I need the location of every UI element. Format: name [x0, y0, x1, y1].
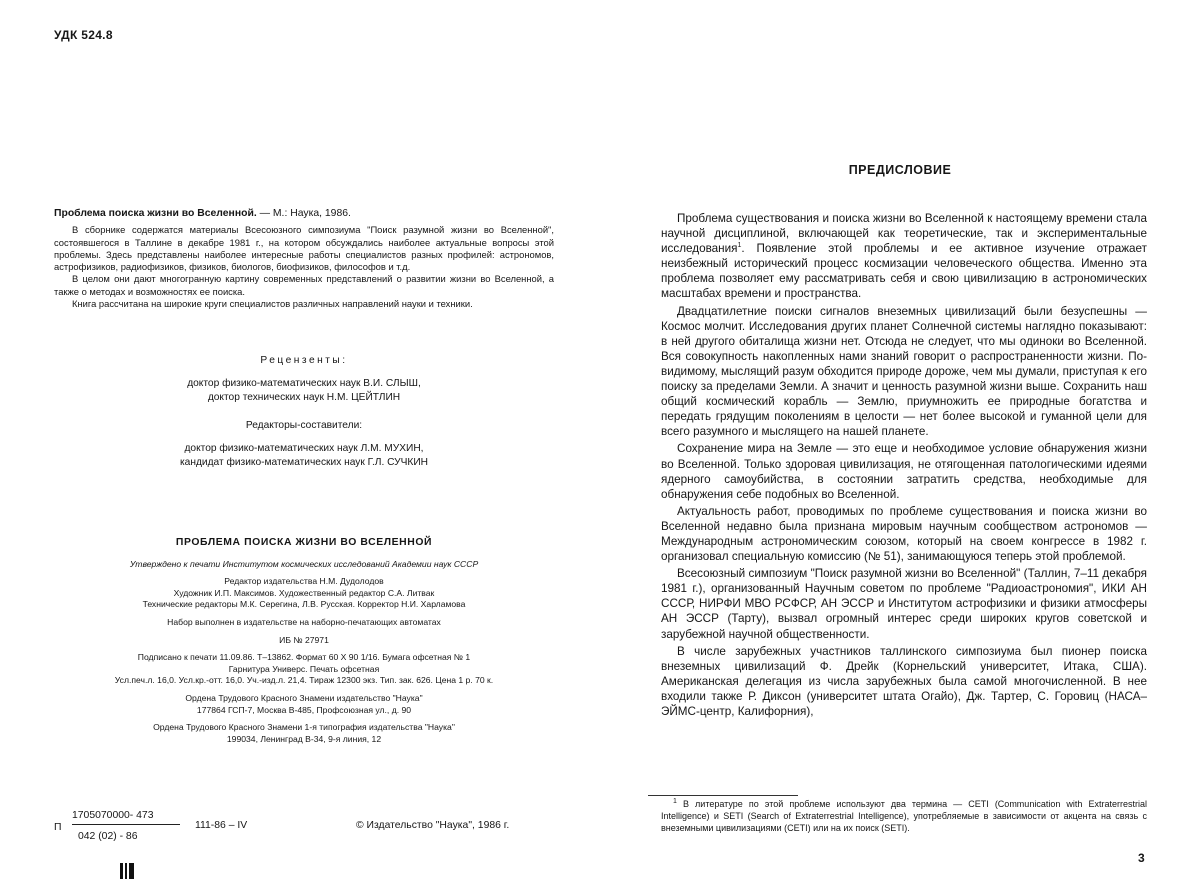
- printer-mark: [120, 863, 134, 879]
- reviewer-line: доктор физико-математических наук В.И. СЛЫШ,: [187, 378, 421, 389]
- book-title-bold: Проблема поиска жизни во Вселенной.: [54, 208, 257, 219]
- code-denominator: 042 (02) - 86: [78, 831, 138, 842]
- reviewers-heading: Рецензенты:: [260, 355, 348, 366]
- code-series: 111-86 – IV: [195, 820, 248, 831]
- book-title-rest: — М.: Наука, 1986.: [256, 208, 351, 219]
- preface-paragraph: В числе зарубежных участников таллинского симпозиума был пионер поиска внеземных цивилизаций Ф. Дрейк (Корнельский университет, Итака, США). Американская делегация из числа зарубежных была самой многочисленной. В нее входили также Р. Диксон (университет штата Огайо), Дж. Тартер, С. Горовиц (НАСА–ЭЙМС-центр, Калифорния),: [661, 644, 1147, 718]
- paragraph-text: Проблема существования и поиска жизни во Вселенной к настоящему времени стала научной дисциплиной, включающей как теоретические, так и экспериментальные исследования: [661, 212, 1147, 256]
- artist-credit: Художник И.П. Максимов. Художественный редактор С.А. Литвак: [173, 587, 435, 598]
- reviewer-line: доктор технических наук Н.М. ЦЕЙТЛИН: [207, 392, 401, 403]
- typeset-note: Набор выполнен в издательстве на наборно-печатающих автоматах: [167, 616, 441, 627]
- fraction-line: [72, 824, 180, 825]
- bibliographic-title: [54, 208, 554, 220]
- code-p-letter: П: [54, 822, 62, 833]
- imprint-title: ПРОБЛЕМА ПОИСКА ЖИЗНИ ВО ВСЕЛЕННОЙ: [175, 537, 433, 548]
- editor-line: кандидат физико-математических наук Г.Л. СУЧКИН: [179, 457, 429, 468]
- editor-line: доктор физико-математических наук Л.М. МУХИН,: [184, 443, 424, 454]
- editors-heading: Редакторы-составители:: [245, 420, 363, 431]
- editors-block: [54, 419, 554, 470]
- preface-paragraph: Сохранение мира на Земле — это еще и необходимое условие обнаружения жизни во Вселенной. Только здоровая цивилизация, не отягощенная патологическими идеями ядерного самоубийства, в состоянии затратить средства, необходимые для обнаружения себе подобных во Вселенной.: [661, 442, 1147, 501]
- print-signed-line: Подписано к печати 11.09.86. Т–13862. Формат 60 Х 90 1/16. Бумага офсетная № 1: [137, 652, 471, 663]
- annotation-paragraph: В сборнике содержатся материалы Всесоюзного симпозиума "Поиск разумной жизни во Вселенной", состоявшегося в Таллине в декабре 1981 г., на котором обсуждались наиболее актуальные вопросы этой проблемы. Здесь представлены наиболее интересные работы специалистов разных профилей: астрономов, астрофизиков, радиофизиков, физиков, биологов, биофизиков, философов и т.д.: [54, 224, 554, 273]
- footnote-separator: [648, 795, 798, 796]
- sheets-line: Усл.печ.л. 16,0. Усл.кр.-отт. 16,0. Уч.-изд.л. 21,4. Тираж 12300 экз. Тип. зак. 626. Цена 1 р. 70 к.: [114, 675, 494, 686]
- right-page: [600, 0, 1200, 879]
- preface-body: [661, 211, 1147, 719]
- page-number: 3: [1138, 851, 1145, 865]
- editor-credit: Редактор издательства Н.М. Дудолодов: [224, 576, 384, 587]
- reviewers-block: [54, 354, 554, 405]
- publisher-address: 177864 ГСП-7, Москва В-485, Профсоюзная ул., д. 90: [196, 704, 412, 715]
- footnote-text: В литературе по этой проблеме используют два термина — CETI (Communication with Extraterrestrial Intelligence) и SETI (Search of Extraterrestrial Intelligence), употребляемые в зависимости от акцента на связь с внеземными цивилизациями (CETI) или на их поиск (SETI).: [661, 799, 1147, 833]
- footnote-ref: 1: [737, 242, 742, 250]
- code-numerator: 1705070000- 473: [72, 810, 154, 821]
- footnote: [661, 799, 1147, 834]
- preface-paragraph: Двадцатилетние поиски сигналов внеземных цивилизаций были безуспешны — Космос молчит. Исследования других планет Солнечной системы наглядно показывают: в ней другого обиталища жизни нет. Отсюда не следует, что мы одиноки во Вселенной. Вся совокупность накопленных нами знаний говорит о распространенности жизни. По-видимому, мыслящий разум обходится природе дороже, чем мы думали, приступая к его поиску за пределами Земли. А значит и ценность разумной жизни выше. Сохранить наш общий космический корабль — Землю, приумножить ее природные богатства и передать грядущим поколениям в целости — нет более высокой и гуманной цели для всего разумного и мыслящего на нашей планете.: [661, 304, 1147, 439]
- copyright-line: © Издательство "Наука", 1986 г.: [356, 820, 510, 831]
- ib-number: ИБ № 27971: [279, 634, 329, 645]
- printer-address: 199034, Ленинград В-34, 9-я линия, 12: [226, 733, 382, 744]
- imprint-block: [54, 537, 554, 745]
- printer-line: Ордена Трудового Красного Знамени 1-я типография издательства "Наука": [153, 722, 455, 733]
- annotation-paragraph: В целом они дают многогранную картину современных представлений о развитии жизни во Вселенной, а также о методах и возможностях ее поиска.: [54, 273, 554, 297]
- footnote-mark: 1: [673, 798, 677, 805]
- preface-paragraph: [661, 211, 1147, 302]
- udk-code: УДК 524.8: [54, 28, 113, 42]
- annotation-paragraph: Книга рассчитана на широкие круги специалистов различных направлений науки и техники.: [72, 298, 473, 310]
- preface-paragraph: Всесоюзный симпозиум "Поиск разумной жизни во Вселенной" (Таллин, 7–11 декабря 1981 г.), организованный Научным советом по проблеме "Радиоастрономия", ИКИ АН СССР, НИРФИ МВО РСФСР, АН ЭССР и Институтом астрофизики и физики атмосферы АН ЭССР (Тарту), вызвал огромный интерес среди широких кругов советской и зарубежной научной общественности.: [661, 567, 1147, 641]
- approval-line: Утверждено к печати Институтом космических исследований Академии наук СССР: [129, 558, 479, 569]
- publisher-line: Ордена Трудового Красного Знамени издательство "Наука": [185, 692, 423, 703]
- font-line: Гарнитура Универс. Печать офсетная: [228, 663, 380, 674]
- tech-credit: Технические редакторы М.К. Серегина, Л.В. Русская. Корректор Н.И. Харламова: [142, 599, 466, 610]
- annotation: [54, 208, 554, 310]
- paragraph-text-tail: . Появление этой проблемы и ее активное изучение отражает неизбежный исторический процесс космизации человеческого общества. Именно эта проблема позволяет ему рассматривать себя и свою цивилизацию в астрономических масштабах времени и пространства.: [661, 242, 1147, 301]
- preface-paragraph: Актуальность работ, проводимых по проблеме существования и поиска жизни во Вселенной недавно была признана мировым научным сообществом астрономов — Международным астрономическим союзом, который на своем конгрессе в 1982 г. организовал специальную комиссию (№ 51), занимающуюся теперь этой проблемой.: [661, 504, 1147, 564]
- preface-title: ПРЕДИСЛОВИЕ: [848, 163, 952, 177]
